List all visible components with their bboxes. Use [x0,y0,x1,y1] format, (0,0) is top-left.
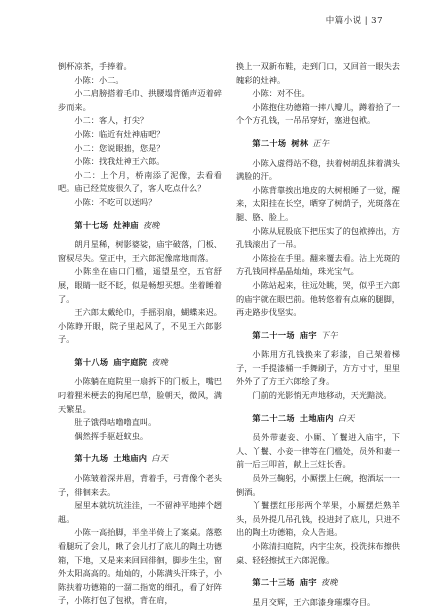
scene-place: 树林 [291,137,309,148]
paragraph: 小陈捡在手里。翻来覆去看。沾上光斑的方孔钱同样晶晶灿灿，珠光宝气。 [236,252,400,277]
scene-heading [58,219,222,233]
paragraph: 换上一双新布鞋，走到门口，又回首一眼失去魄彩的灶神。 [236,61,400,85]
paragraph: 丫鬟摆红彤彤两个苹果，小厮摆烂熟羊头，员外提几吊孔钱，投进封了底儿，只进不出的陶土功德箱，众人告退。 [236,500,400,538]
paragraph: 小陈入虚得站不稳，扶着树胡乱抹着满头满脸的汗。 [236,157,400,182]
scene-number: 第二十二场 [252,412,295,423]
page-header [326,14,383,26]
scene-place: 土地庙内 [113,453,148,464]
scene-place: 庙宇 [299,329,317,340]
paragraph: 小陈一高抬脚，半坐半倚上了案桌。落憨看腿玩了会儿，瞅了会儿打了底儿的陶土功德箱，下地，又是来来回回徘徊，脚步生尘，窗外太阳高高的。灿灿的，小陈满头汗珠子，小陈扶着功德箱的一溜二指宽的细孔，看了好阵子，小陈打包了包袱，背在肩， [58,527,222,606]
paragraph: 小陈：找我灶神王六郎。 [74,156,165,167]
paragraph: 偶然挥手驱赶蚊虫。 [74,430,149,441]
scene-number: 第二十一场 [252,329,295,340]
paragraph: 小二：上个月，桥南添了泥像，去看看吧。庙已经荒废很久了，客人吃点什么？ [58,169,222,194]
scene-heading [58,356,222,370]
scene-time: 夜晚 [142,219,160,230]
scene-time: 白天 [337,412,355,423]
paragraph: 肚子饿得咕噜噜直叫。 [74,417,157,428]
paragraph: 朗月星稀，树影婆娑，庙宇破落，门板、窗棂尽失。堂正中，王六郎泥像席地而落。 [58,239,222,263]
scene-heading [236,329,400,343]
scene-time: 下午 [320,329,338,340]
right-column [236,60,400,609]
scene-number: 第十七场 [74,219,109,230]
paragraph: 小二肩膀搭着毛巾、拱腰塌背循声迈着碎步而来。 [58,88,222,112]
paragraph: 星月交辉，王六郎漆身璀璨夺目。 [252,596,376,607]
paragraph: 小陈站起来，往远处眺，哭，似乎王六郎的庙宇就在眼巴前。他转悠着有点麻的腿脚，再走路步伐坚实。 [236,279,400,318]
paragraph: 小陈从屁股底下把压实了的包袱捧出，方孔钱滚出了一吊。 [236,225,400,250]
scene-place: 灶神庙 [113,219,139,230]
paragraph: 员外带妻妾、小厮、丫鬟进入庙宇，下人、丫鬟、小妾一律等在门槛处，员外和妻一前一后三叩首，献上三炷长香。 [236,432,400,470]
scene-place: 庙宇 [299,577,317,588]
scene-number: 第十八场 [74,356,109,367]
page-number: 37 [371,16,383,26]
scene-time: 正午 [312,137,330,148]
paragraph: 王六郎太戴纶巾，手摇羽扇，蝴蝶来迟。小陈睁开眼，院子里起风了，不见王六郎影子。 [58,307,222,345]
left-column [58,60,222,608]
header-separator: | [364,16,369,26]
paragraph: 小陈用方孔钱换来了彩漆，自己架着梯子，一手提漆桶一手舞刷子，方方寸寸，里里外外了了方王六郎绘了身。 [236,349,400,387]
paragraph: 小二：客人，打尖？ [74,115,149,126]
section-title: 中篇小说 [325,16,362,26]
paragraph: 小陈坐在庙口门槛，遥望星空，五官舒展，眼睛一眨不眨，似是畅想买想。坐着睡着了。 [58,266,222,304]
paragraph: 小陈抱住功德箱一摔八瓣儿，蹲着拾了一个个方孔钱，一吊吊穿好，塞进包袱。 [236,101,400,126]
paragraph: 小陈躺在庭院里一扇拆下的门板上，嘴巴叼着狸米梗去的狗尾巴草，脸朝天，微风，满天繁星。 [58,376,222,414]
scene-heading [58,452,222,466]
paragraph: 小陈：不吃可以送吗？ [74,196,157,207]
scene-heading [236,137,400,151]
scene-time: 夜晚 [151,356,169,367]
paragraph: 小陈清扫庭院，内宇尘灰，投洗抹布擦供桌、轻轻擦拭王六郎泥像。 [236,541,400,565]
scene-time: 白天 [151,453,169,464]
paragraph: 倒杯凉茶，手捧着。 [58,61,132,71]
scene-time: 夜晚 [320,577,338,588]
paragraph: 小陈皱着深井眉，背着手，弓背像个老头子，徘徊来去。 [58,473,222,497]
scene-place: 土地庙内 [299,412,334,423]
scene-number: 第二十三场 [252,577,295,588]
paragraph: 小陈：小二。 [74,74,124,85]
scene-number: 第十九场 [74,453,109,464]
paragraph: 小陈背靠挨出地皮的大树根睡了一觉，醒来，太阳挂在长空，晒穿了树荫子，光斑落在腿、胳、脸上。 [236,184,400,222]
scene-number: 第二十场 [252,137,287,148]
paragraph: 小陈：临近有灶神庙吧？ [74,128,165,139]
scene-place: 庙宇庭院 [113,356,148,367]
paragraph: 小陈：对不住。 [252,88,310,99]
paragraph: 员外三鞠躬，小厮摆上仨碗，抱酒坛一一倒酒。 [236,473,400,497]
paragraph: 屋里本就坑坑洼洼，一不留神平地摔个趔趄。 [58,500,222,524]
scene-heading [236,576,400,590]
paragraph: 小二：您说眼拙，您是？ [74,142,165,153]
paragraph: 门前的光影悄无声地移动，天光黯淡。 [252,390,392,401]
scene-heading [236,412,400,426]
